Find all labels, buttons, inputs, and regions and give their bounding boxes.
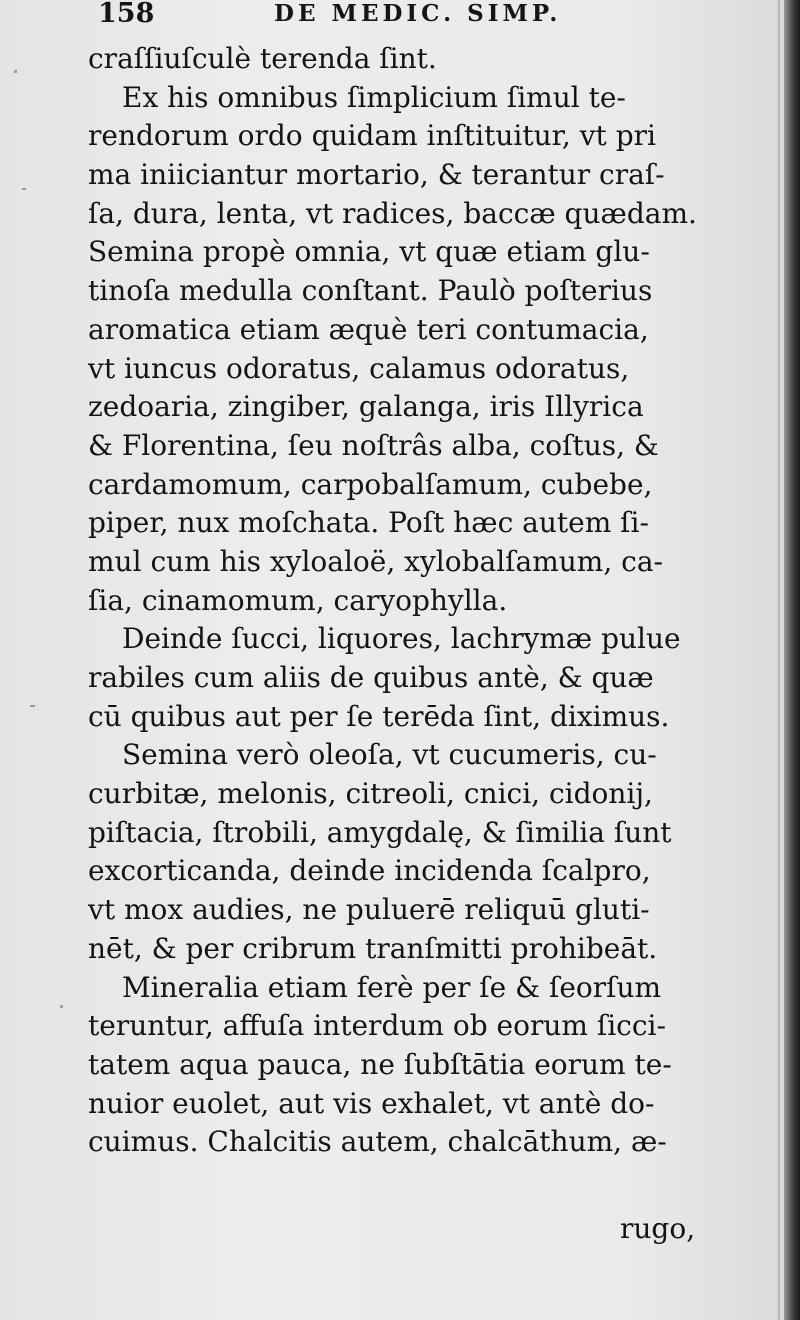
text-line: Semina verò oleoſa, vt cucumeris, cu- [122,738,657,772]
text-line: zedoaria, zingiber, galanga, iris Illyrica [88,390,644,424]
text-line: cū quibus aut per ſe terēda ſint, diximus. [88,699,670,733]
text-line: Mineralia etiam ferè per ſe & ſeorſum [122,970,662,1004]
catchword: rugo, [620,1212,696,1245]
running-head: DE MEDIC. SIMP. [274,0,562,27]
body-text [88,40,728,1162]
text-line: nuior euolet, aut vis exhalet, vt antè do- [88,1086,655,1120]
text-line: Semina propè omnia, vt quæ etiam glu- [88,235,650,269]
text-line: ſa, dura, lenta, vt radices, baccæ quædam. [88,196,697,230]
paper-speck [60,1005,63,1008]
text-line: piſtacia, ſtrobili, amygdalę, & ſimilia ſunt [88,815,672,849]
paper-speck [14,70,17,73]
text-line: tatem aqua pauca, ne ſubſtātia eorum te- [88,1047,672,1081]
text-line: aromatica etiam æquè teri contumacia, [88,312,649,346]
text-line: teruntur, affuſa interdum ob eorum ſicci- [88,1009,666,1043]
text-line: vt mox audies, ne puluerē reliquū gluti- [88,893,650,927]
text-line: cuimus. Chalcitis autem, chalcāthum, æ- [88,1125,667,1159]
text-line: excorticanda, deinde incidenda ſcalpro, [88,854,651,888]
text-line: curbitæ, melonis, citreoli, cnici, cidonij, [88,777,653,811]
page-edge-line [778,0,780,1320]
text-line: Ex his omnibus ſimplicium ſimul te- [122,80,626,114]
text-line: craſſiuſculè terenda ſint. [88,42,437,75]
text-line: & Florentina, ſeu noſtrâs alba, coſtus, & [88,428,659,462]
paper-speck [22,188,26,190]
text-line: Deinde ſucci, liquores, lachrymæ pulue [122,622,681,656]
book-gutter [784,0,800,1320]
text-line: mul cum his xyloaloë, xylobalſamum, ca- [88,544,663,578]
text-line: cardamomum, carpobalſamum, cubebe, [88,467,653,501]
text-line: piper, nux moſchata. Poſt hæc autem ſi- [88,506,649,540]
text-line: rendorum ordo quidam inſtituitur, vt pri [88,119,656,153]
text-line: rabiles cum aliis de quibus antè, & quæ [88,661,654,694]
text-line: ma iniiciantur mortario, & terantur craſ- [88,158,665,192]
text-line: tinoſa medulla conſtant. Paulò poſterius [88,274,653,308]
page-header [98,0,618,32]
folio-number: 158 [98,0,155,29]
text-line: nēt, & per cribrum tranſmitti prohibeāt. [88,931,658,965]
text-line: ſia, cinamomum, caryophylla. [88,583,508,617]
text-line: vt iuncus odoratus, calamus odoratus, [88,351,630,385]
paper-speck [30,705,35,707]
